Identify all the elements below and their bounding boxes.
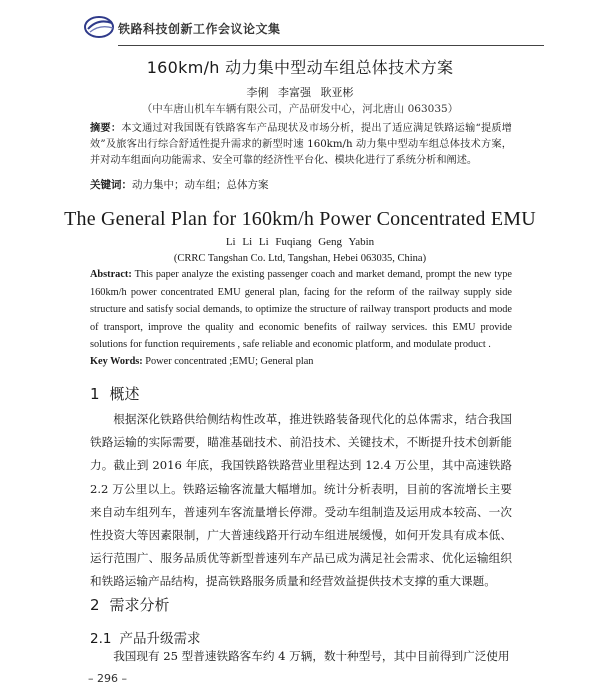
page-number: – 296 – bbox=[88, 672, 127, 685]
keywords-en bbox=[90, 356, 313, 367]
keywords-cn bbox=[90, 177, 269, 192]
keywords-text-en: Power concentrated ;EMU; General plan bbox=[142, 356, 314, 367]
authors-en: Li Li Li Fuqiang Geng Yabin bbox=[225, 236, 375, 248]
abstract-cn bbox=[90, 121, 512, 169]
paragraph: 根据深化铁路供给侧结构性改革，推进铁路装备现代化的总体需求，结合我国铁路运输的实际需要，瞄准基础技术、前沿技术、关键技术，不断提升技术创新能力。截止到 2016 年底，我国铁路铁路营业里程达到 12.4 万公里，其中高速铁路 2.2 万公里以上。铁路运输客流量大幅增加。统计分析表明，目前的客流增长主要来自动车组列车，普速列车客流量增长停滞。受动车组制造及运用成本较高、一次性投资大等因素限制，广大普速线路开行动车组进展缓慢，如何开发具有成本低、运行范围广、服务品质优等新型普速列车产品已成为满足社会需求、优化运输组织和铁路运输产品结构，提高铁路服务质量和经营效益提供技术支撑的重大课题。 bbox=[90, 412, 512, 589]
journal-title: 铁路科技创新工作会议论文集 bbox=[118, 22, 281, 36]
header-divider bbox=[118, 45, 544, 46]
section-2-1-body bbox=[90, 645, 512, 668]
section-2-1-heading bbox=[90, 627, 200, 647]
section-2-heading bbox=[90, 594, 170, 615]
keywords-label-en: Key Words: bbox=[90, 356, 143, 367]
section-1-heading bbox=[90, 383, 140, 404]
article-title-cn: 160km/h 动力集中型动车组总体技术方案 bbox=[146, 58, 454, 77]
section-1-body bbox=[90, 408, 512, 594]
section-title: 概述 bbox=[109, 385, 140, 403]
section-number: 2.1 bbox=[90, 631, 112, 647]
abstract-label-cn: 摘要： bbox=[90, 123, 122, 134]
section-number: 1 bbox=[90, 385, 100, 403]
article-title-en: The General Plan for 160km/h Power Concentrated EMU bbox=[64, 208, 536, 230]
authors-cn: 李俐 李富强 耿亚彬 bbox=[246, 86, 354, 99]
affiliation-en: (CRRC Tangshan Co. Ltd, Tangshan, Hebei 063035, China) bbox=[173, 253, 427, 264]
section-title: 需求分析 bbox=[109, 596, 170, 614]
running-header bbox=[84, 14, 544, 44]
journal-logo-icon bbox=[84, 14, 120, 40]
affiliation-cn: （中车唐山机车车辆有限公司，产品研发中心，河北唐山 063035） bbox=[141, 103, 459, 115]
paragraph: 我国现有 25 型普速铁路客车约 4 万辆，数十种型号，其中目前得到广泛使用 bbox=[113, 649, 510, 663]
abstract-text-en: This paper analyze the existing passenger coach and market demand, prompt the new type 160km/h power concentrated EMU general plan, facing for the reform of the railway supply side structure and satisfy social demands, to optimize the structure of railway transport products and mode of transport, improve the quality and economic benefits of railway services. this EMU provide solutions for function requirements , safe reliable and economic platform, and modulate product . bbox=[90, 269, 512, 350]
abstract-en bbox=[90, 266, 512, 354]
section-number: 2 bbox=[90, 596, 100, 614]
abstract-text-cn: 本文通过对我国既有铁路客车产品现状及市场分析，提出了适应满足铁路运输“提质增效”及旅客出行综合舒适性提升需求的新型时速 160km/h 动力集中型动车组总体技术方案，并对动车组面向功能需求、安全可靠的经济性平台化、模块化进行了系统分析和阐述。 bbox=[90, 123, 512, 166]
keywords-label-cn: 关键词： bbox=[90, 179, 132, 191]
keywords-text-cn: 动力集中；动车组；总体方案 bbox=[132, 179, 269, 191]
section-title: 产品升级需求 bbox=[119, 631, 201, 647]
abstract-label-en: Abstract: bbox=[90, 269, 132, 280]
